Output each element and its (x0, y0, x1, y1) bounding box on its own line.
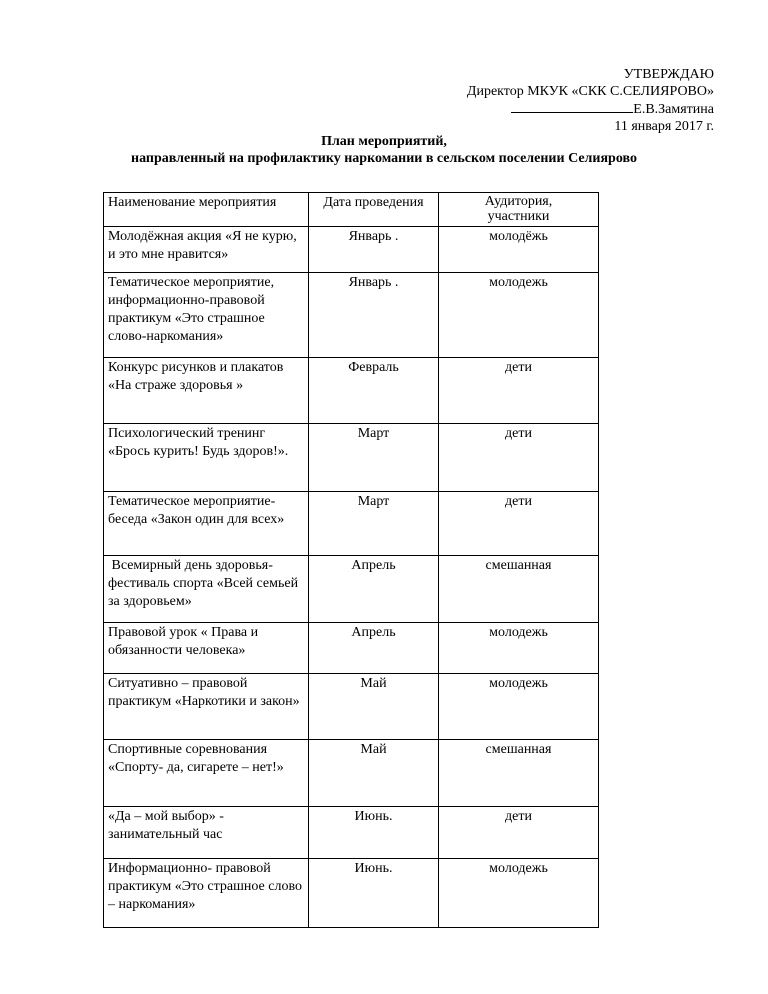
event-date: Январь . (309, 273, 439, 358)
event-audience: молодёжь (439, 227, 599, 273)
title-line-2: направленный на профилактику наркомании в сельском поселении Селиярово (131, 151, 637, 166)
approval-signer-name: Е.В.Замятина (633, 102, 714, 117)
table-row (104, 492, 599, 556)
event-date: Май (309, 674, 439, 740)
title-line-1: План мероприятий, (321, 134, 447, 149)
table-row (104, 807, 599, 859)
event-name: Ситуативно – правовой практикум «Наркотики и закон» (104, 674, 309, 740)
event-audience: смешанная (439, 556, 599, 623)
event-name: «Да – мой выбор» - занимательный час (104, 807, 309, 859)
event-date: Июнь. (309, 859, 439, 928)
event-name: Правовой урок « Права и обязанности человека» (104, 623, 309, 674)
table-row (104, 556, 599, 623)
approval-date: 11 января 2017 г. (614, 119, 714, 134)
event-date: Февраль (309, 358, 439, 424)
event-date: Апрель (309, 556, 439, 623)
event-name: Спортивные соревнования «Спорту- да, сигарете – нет!» (104, 740, 309, 807)
event-name: Всемирный день здоровья- фестиваль спорта «Всей семьей за здоровьем» (104, 556, 309, 623)
event-date: Март (309, 424, 439, 492)
events-table (103, 192, 599, 928)
event-audience: молодежь (439, 623, 599, 674)
table-row (104, 674, 599, 740)
document-title (0, 133, 768, 167)
event-audience: смешанная (439, 740, 599, 807)
header-date: Дата проведения (309, 193, 439, 227)
event-date: Июнь. (309, 807, 439, 859)
table-row (104, 227, 599, 273)
event-name: Тематическое мероприятие, информационно-правовой практикум «Это страшное слово-наркомания» (104, 273, 309, 358)
approval-heading: УТВЕРЖДАЮ (623, 67, 714, 82)
event-date: Январь . (309, 227, 439, 273)
event-name: Информационно- правовой практикум «Это страшное слово – наркомания» (104, 859, 309, 928)
event-audience: дети (439, 358, 599, 424)
approval-signature (467, 100, 714, 118)
approval-block (467, 66, 714, 135)
event-name: Психологический тренинг «Брось курить! Будь здоров!». (104, 424, 309, 492)
event-audience: дети (439, 492, 599, 556)
header-audience (439, 193, 599, 227)
header-audience-line-1: Аудитория, (484, 194, 553, 209)
table-row (104, 424, 599, 492)
signature-line (511, 100, 633, 113)
table-row (104, 859, 599, 928)
table-row (104, 740, 599, 807)
event-name: Тематическое мероприятие-беседа «Закон один для всех» (104, 492, 309, 556)
header-audience-line-2: участники (487, 209, 550, 224)
table-row (104, 623, 599, 674)
event-audience: молодежь (439, 273, 599, 358)
event-name: Конкурс рисунков и плакатов «На страже здоровья » (104, 358, 309, 424)
table-row (104, 358, 599, 424)
event-audience: дети (439, 424, 599, 492)
event-date: Март (309, 492, 439, 556)
event-date: Апрель (309, 623, 439, 674)
event-audience: молодежь (439, 674, 599, 740)
table-header-row (104, 193, 599, 227)
event-name: Молодёжная акция «Я не курю, и это мне нравится» (104, 227, 309, 273)
event-audience: молодежь (439, 859, 599, 928)
event-audience: дети (439, 807, 599, 859)
table-row (104, 273, 599, 358)
header-name: Наименование мероприятия (104, 193, 309, 227)
approval-director: Директор МКУК «СКК С.СЕЛИЯРОВО» (466, 84, 714, 99)
event-date: Май (309, 740, 439, 807)
